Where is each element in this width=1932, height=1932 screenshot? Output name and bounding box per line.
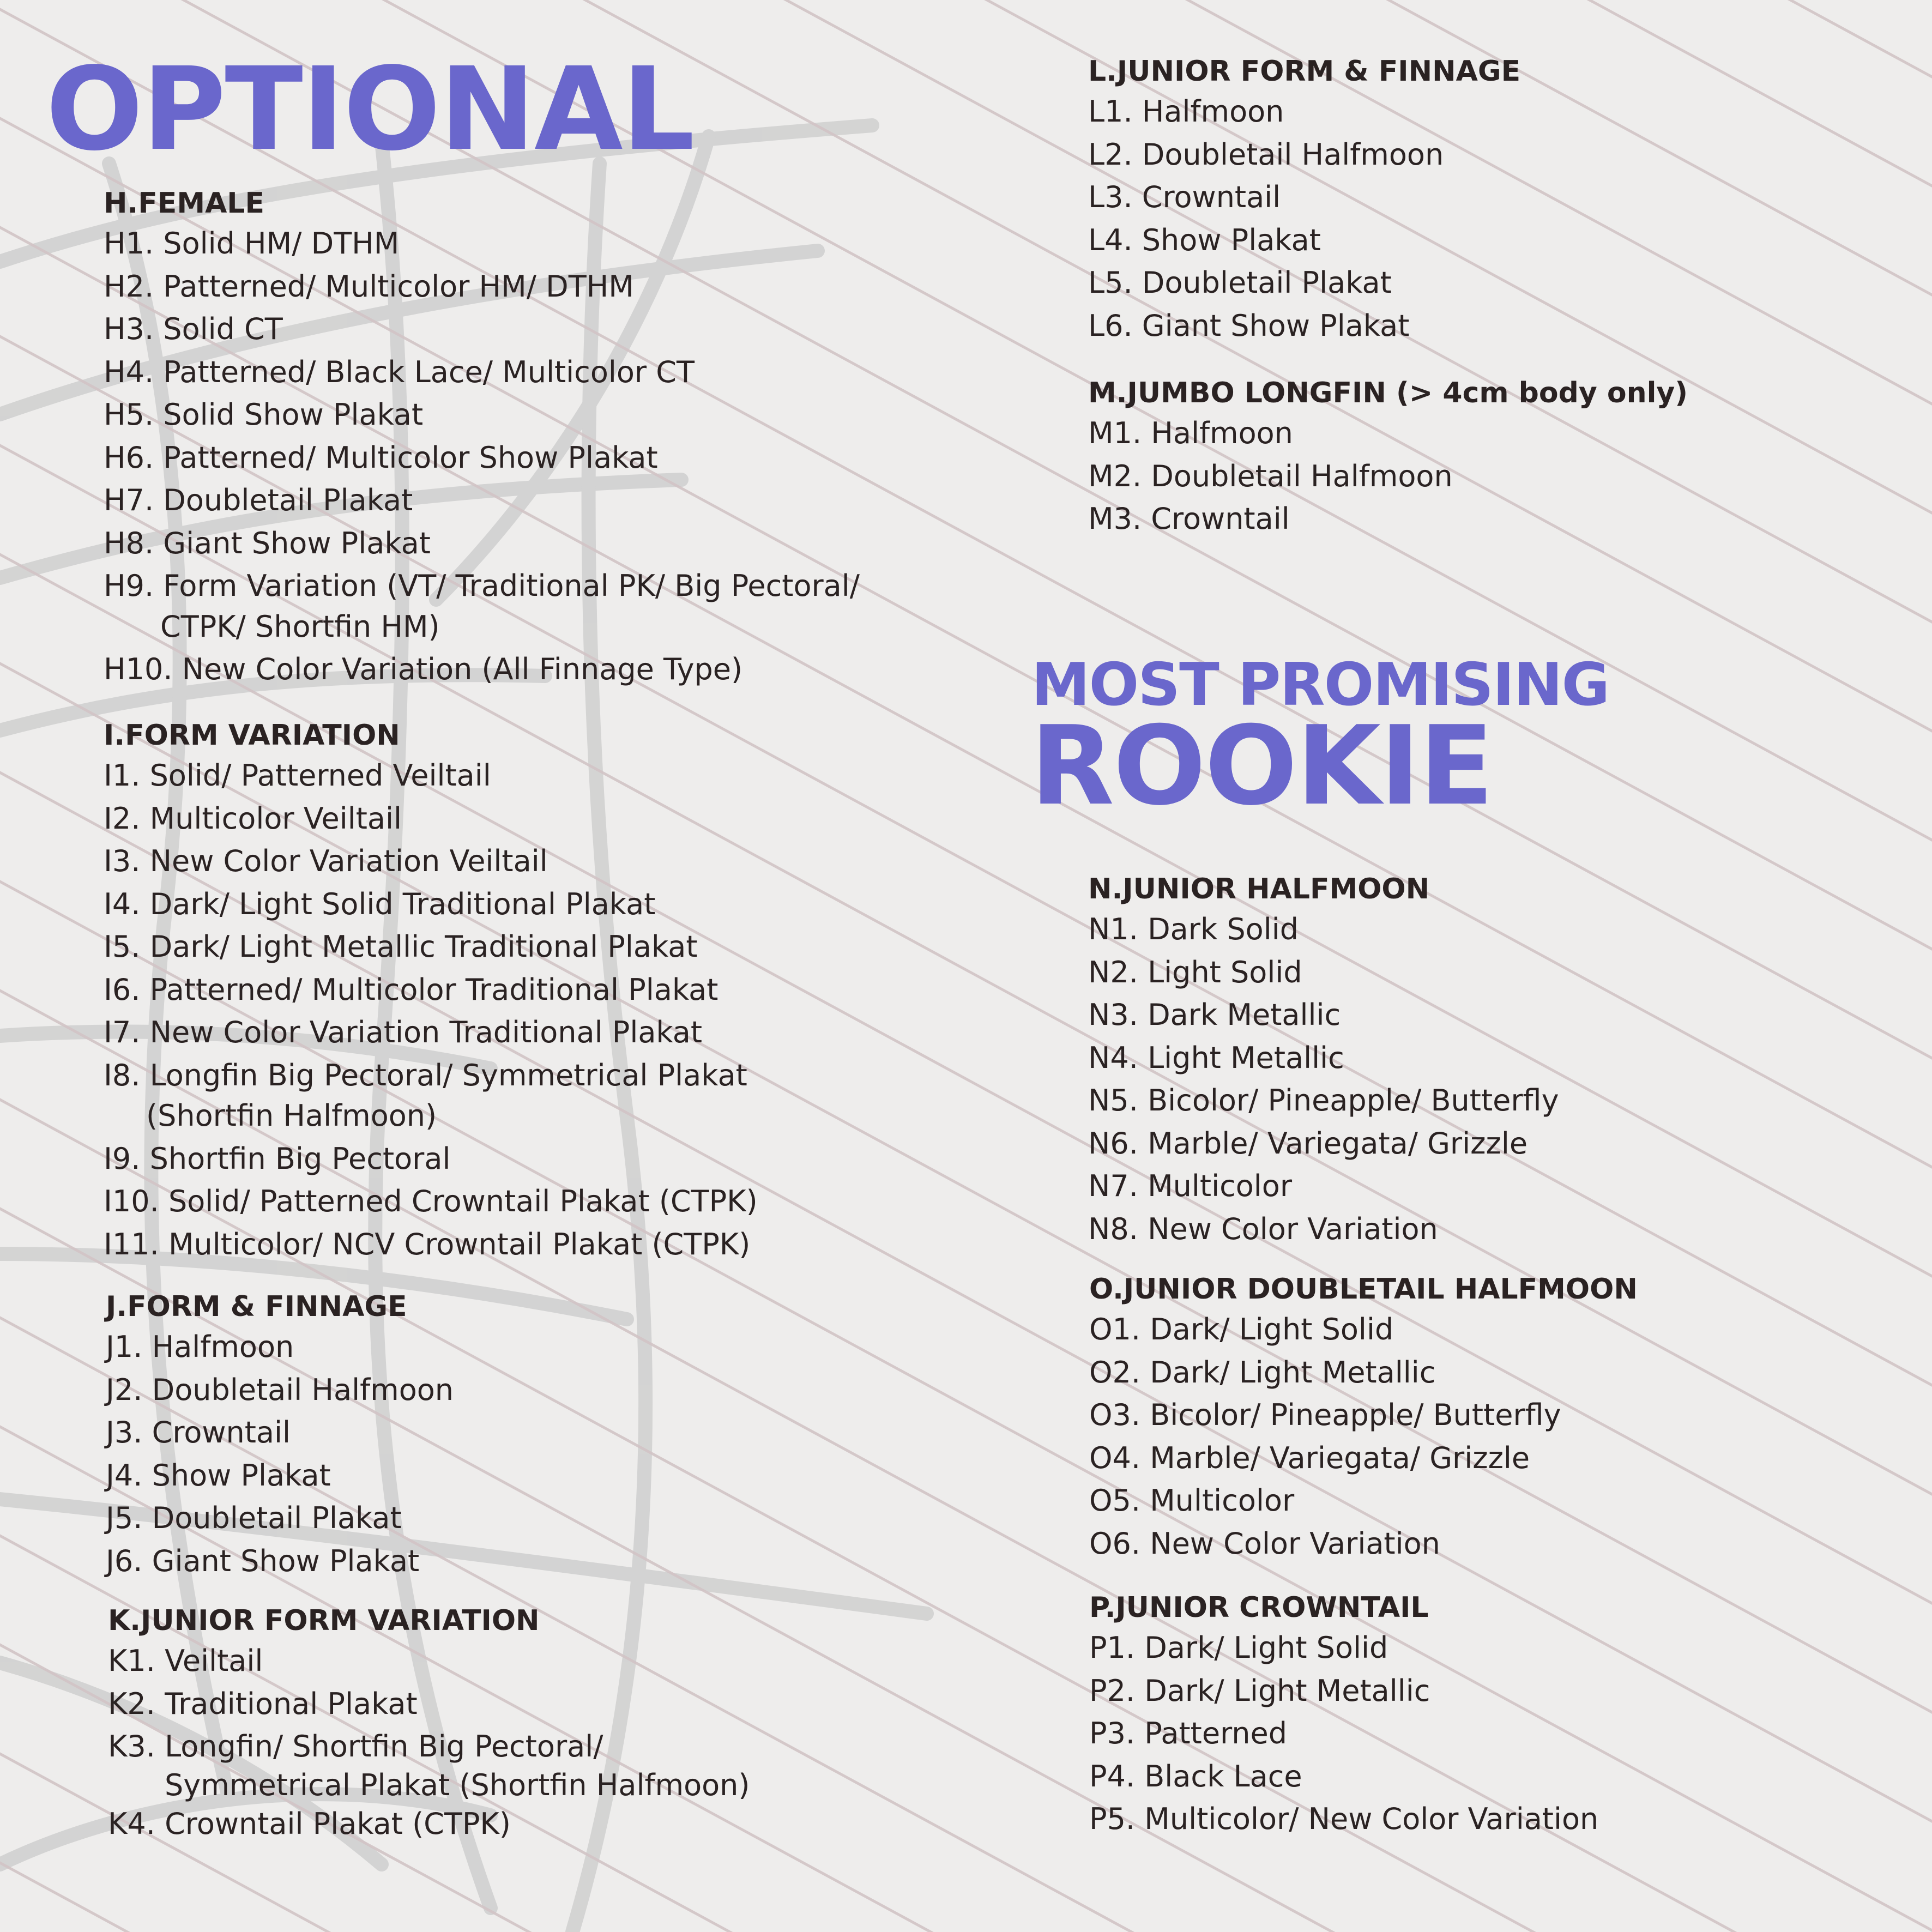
list-item: O6. New Color Variation [1089, 1526, 1440, 1561]
list-item: O5. Multicolor [1089, 1483, 1295, 1518]
list-item: J1. Halfmoon [106, 1330, 294, 1364]
list-item: H9. Form Variation (VT/ Traditional PK/ Big Pectoral/ [104, 569, 860, 603]
list-item: I7. New Color Variation Traditional Plakat [104, 1015, 703, 1049]
list-item: I9. Shortfin Big Pectoral [104, 1141, 451, 1176]
list-item: P4. Black Lace [1089, 1759, 1302, 1794]
list-item: L3. Crowntail [1088, 180, 1281, 214]
list-item: I4. Dark/ Light Solid Traditional Plakat [104, 886, 656, 921]
section-title: O.JUNIOR DOUBLETAIL HALFMOON [1089, 1273, 1638, 1306]
list-item: K1. Veiltail [108, 1644, 263, 1678]
section-title: J.FORM & FINNAGE [106, 1290, 407, 1323]
list-item: P2. Dark/ Light Metallic [1089, 1673, 1430, 1708]
list-item-continuation: CTPK/ Shortfin HM) [160, 609, 440, 644]
list-item: I5. Dark/ Light Metallic Traditional Plakat [104, 929, 698, 964]
list-item-continuation: Symmetrical Plakat (Shortfin Halfmoon) [165, 1767, 750, 1802]
list-item: J3. Crowntail [106, 1415, 291, 1450]
list-item: H6. Patterned/ Multicolor Show Plakat [104, 440, 658, 475]
list-item: H7. Doubletail Plakat [104, 483, 413, 517]
list-item: N2. Light Solid [1088, 955, 1302, 989]
list-item: O3. Bicolor/ Pineapple/ Butterfly [1089, 1398, 1561, 1432]
list-item: L1. Halfmoon [1088, 94, 1284, 129]
section-l-junior-form-finnage [1088, 52, 1520, 347]
section-title: N.JUNIOR HALFMOON [1088, 873, 1430, 905]
list-item: I8. Longfin Big Pectoral/ Symmetrical Plakat [104, 1058, 747, 1092]
rookie-heading: ROOKIE [1030, 703, 1493, 830]
section-title: I.FORM VARIATION [104, 719, 400, 752]
section-title: H.FEMALE [104, 187, 264, 220]
list-item: N6. Marble/ Variegata/ Grizzle [1088, 1126, 1528, 1161]
list-item: H4. Patterned/ Black Lace/ Multicolor CT [104, 354, 695, 389]
list-item: N8. New Color Variation [1088, 1211, 1438, 1246]
list-item: J6. Giant Show Plakat [106, 1543, 420, 1578]
list-item: M3. Crowntail [1088, 502, 1290, 536]
list-item: O2. Dark/ Light Metallic [1089, 1355, 1436, 1390]
list-item: I6. Patterned/ Multicolor Traditional Plakat [104, 972, 719, 1007]
section-k-junior-form-variation [108, 1602, 750, 1844]
section-title: P.JUNIOR CROWNTAIL [1089, 1591, 1429, 1624]
list-item: L5. Doubletail Plakat [1088, 265, 1392, 300]
list-item: M1. Halfmoon [1088, 416, 1293, 450]
list-item: O4. Marble/ Variegata/ Grizzle [1089, 1440, 1530, 1475]
list-item: J5. Doubletail Plakat [106, 1501, 402, 1535]
rookie-subheading: MOST PROMISING [1031, 651, 1609, 719]
list-item: P5. Multicolor/ New Color Variation [1089, 1802, 1599, 1836]
list-item: H3. Solid CT [104, 312, 283, 346]
list-item: I2. Multicolor Veiltail [104, 801, 402, 836]
list-item: I11. Multicolor/ NCV Crowntail Plakat (CTPK) [104, 1227, 751, 1261]
list-item: J4. Show Plakat [106, 1458, 331, 1493]
list-item: N4. Light Metallic [1088, 1040, 1344, 1075]
list-item: N5. Bicolor/ Pineapple/ Butterfly [1088, 1083, 1559, 1118]
section-o-junior-doubletail-halfmoon [1089, 1270, 1638, 1565]
optional-heading: OPTIONAL [46, 43, 694, 176]
list-item: H8. Giant Show Plakat [104, 526, 431, 560]
list-item: P1. Dark/ Light Solid [1089, 1631, 1388, 1665]
list-item: N3. Dark Metallic [1088, 998, 1341, 1032]
section-m-jumbo-longfin [1088, 374, 1688, 541]
section-p-junior-crowntail [1089, 1589, 1598, 1841]
list-item: L4. Show Plakat [1088, 222, 1321, 257]
section-i-form-variation [104, 716, 758, 1266]
section-j-form-finnage [106, 1288, 454, 1583]
list-item: H1. Solid HM/ DTHM [104, 226, 400, 261]
section-title: K.JUNIOR FORM VARIATION [108, 1604, 540, 1637]
list-item: K2. Traditional Plakat [108, 1686, 418, 1721]
list-item: I3. New Color Variation Veiltail [104, 844, 548, 878]
list-item: I10. Solid/ Patterned Crowntail Plakat (CTPK) [104, 1184, 758, 1218]
list-item: L2. Doubletail Halfmoon [1088, 137, 1444, 172]
list-item: H5. Solid Show Plakat [104, 397, 424, 432]
list-item: N1. Dark Solid [1088, 912, 1299, 946]
list-item: I1. Solid/ Patterned Veiltail [104, 758, 491, 793]
list-item: H10. New Color Variation (All Finnage Type) [104, 652, 743, 686]
list-item: N7. Multicolor [1088, 1169, 1293, 1203]
list-item: K4. Crowntail Plakat (CTPK) [108, 1806, 511, 1841]
list-item: P3. Patterned [1089, 1716, 1288, 1750]
list-item-continuation: (Shortfin Halfmoon) [146, 1098, 437, 1133]
section-title: L.JUNIOR FORM & FINNAGE [1088, 55, 1521, 88]
list-item: L6. Giant Show Plakat [1088, 308, 1410, 343]
list-item: H2. Patterned/ Multicolor HM/ DTHM [104, 269, 634, 304]
section-title: M.JUMBO LONGFIN (> 4cm body only) [1088, 377, 1688, 409]
list-item: J2. Doubletail Halfmoon [106, 1372, 454, 1407]
list-item: M2. Doubletail Halfmoon [1088, 458, 1453, 493]
section-n-junior-halfmoon [1088, 870, 1559, 1251]
list-item: O1. Dark/ Light Solid [1089, 1312, 1394, 1347]
list-item: K3. Longfin/ Shortfin Big Pectoral/ [108, 1729, 603, 1764]
section-h-female [104, 184, 860, 691]
